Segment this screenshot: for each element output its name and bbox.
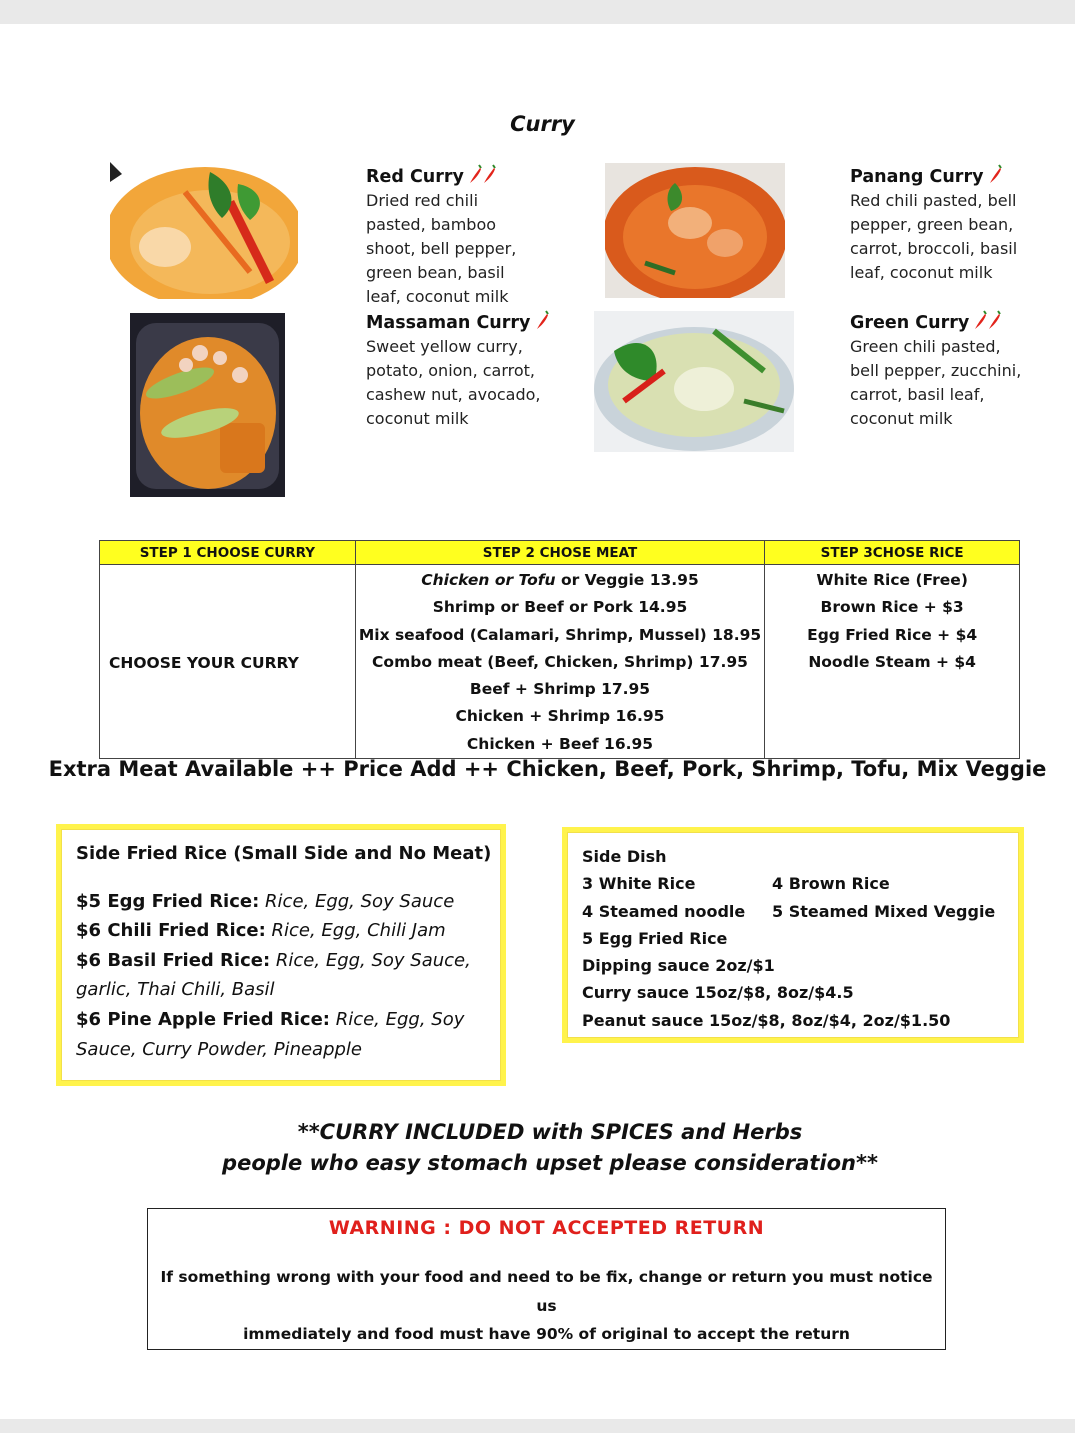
chili-pepper-icon (989, 164, 1003, 184)
meat-option: Chicken + Beef 16.95 (466, 734, 654, 753)
dish-desc-line: carrot, basil leaf, (850, 385, 985, 404)
step2-header: STEP 2 CHOSE MEAT (355, 541, 765, 565)
dish-massaman-curry (366, 310, 596, 431)
rice-option: White Rice (Free) (816, 571, 968, 589)
side-fried-rice-heading: Side Fried Rice (Small Side and No Meat) (76, 843, 492, 864)
item-label: $6 Chili Fried Rice: (76, 920, 266, 942)
step1-header: STEP 1 CHOOSE CURRY (100, 541, 356, 565)
side-fried-rice-box (56, 824, 506, 1086)
step1-cell: CHOOSE YOUR CURRY (100, 565, 356, 759)
list-item (76, 887, 496, 917)
step3-cell (765, 565, 1020, 759)
chili-pepper-icon (536, 310, 550, 330)
list-item: Curry sauce 15oz/$8, 8oz/$4.5 (582, 983, 854, 1003)
red-curry-photo (110, 162, 298, 299)
steps-table (99, 540, 1020, 759)
dish-desc-line: leaf, coconut milk (850, 263, 993, 282)
meat-option: Beef + Shrimp 17.95 (469, 680, 651, 699)
dish-desc-line: shoot, bell pepper, (366, 239, 517, 258)
dish-desc-line: green bean, basil (366, 263, 505, 282)
dish-name: Panang Curry (850, 167, 984, 187)
list-item (582, 870, 1022, 897)
massaman-curry-photo (130, 313, 285, 497)
dish-desc-line: coconut milk (850, 409, 953, 428)
side-item: 4 Steamed noodle (582, 901, 746, 921)
item-label: $5 Egg Fried Rice: (76, 890, 260, 912)
meat-option: Shrimp or Beef or Pork 14.95 (432, 598, 688, 617)
warning-line: If something wrong with your food and need to be fix, change or return you must notice us (160, 1268, 933, 1315)
warning-title: WARNING : DO NOT ACCEPTED RETURN (328, 1217, 765, 1239)
dish-desc-line: pepper, green bean, (850, 215, 1014, 234)
side-dish-heading: Side Dish (582, 847, 667, 866)
item-desc: Rice, Egg, Chili Jam (265, 920, 446, 942)
dish-name: Green Curry (850, 313, 970, 333)
item-label: $6 Basil Fried Rice: (76, 949, 271, 971)
rice-option: Noodle Steam + $4 (808, 652, 976, 671)
list-item: Peanut sauce 15oz/$8, 8oz/$4, 2oz/$1.50 (582, 1010, 951, 1030)
top-bar (0, 0, 1075, 24)
bottom-bar (0, 1419, 1075, 1433)
warning-box (147, 1208, 946, 1350)
dish-desc-line: bell pepper, zucchini, (850, 361, 1022, 380)
extra-meat-note: Extra Meat Available ++ Price Add ++ Chicken, Beef, Pork, Shrimp, Tofu, Mix Veggie (48, 757, 1047, 781)
meat-option-italic: Chicken or Tofu (421, 571, 556, 589)
item-desc: Rice, Egg, Soy Sauce, garlic, Thai Chili, Basil (76, 949, 471, 1001)
table-row (100, 565, 1020, 759)
item-label: $6 Pine Apple Fried Rice: (76, 1008, 330, 1030)
green-curry-photo (594, 311, 794, 452)
dish-red-curry (366, 164, 596, 309)
rice-option: Egg Fried Rice + $4 (807, 625, 978, 644)
side-item: 3 White Rice (582, 874, 696, 894)
list-item (76, 916, 496, 946)
side-dish-content (582, 843, 1022, 1034)
dish-desc-line: pasted, bamboo (366, 215, 497, 234)
list-item (582, 898, 1022, 925)
panang-curry-photo (605, 163, 785, 298)
list-item: Dipping sauce 2oz/$1 (582, 956, 775, 976)
dish-desc-line: leaf, coconut milk (366, 287, 509, 306)
table-header-row (100, 541, 1020, 565)
step3-header: STEP 3CHOSE RICE (765, 541, 1020, 565)
page-title: Curry (510, 112, 575, 136)
dish-desc-line: cashew nut, avocado, (366, 385, 541, 404)
side-item: 4 Brown Rice (772, 874, 890, 894)
step2-cell (355, 565, 765, 759)
dish-desc-line: carrot, broccoli, basil (850, 239, 1018, 258)
list-item: 5 Egg Fried Rice (582, 928, 728, 948)
rice-option: Brown Rice + $3 (820, 598, 964, 617)
meat-option: Combo meat (Beef, Chicken, Shrimp) 17.95 (372, 652, 748, 671)
chili-pepper-icon (469, 164, 483, 184)
notice-line: **CURRY INCLUDED with SPICES and Herbs (297, 1120, 803, 1144)
side-item: 5 Steamed Mixed Veggie (772, 901, 996, 921)
dish-desc-line: potato, onion, carrot, (366, 361, 536, 380)
dish-desc-line: Red chili pasted, bell (850, 191, 1017, 210)
warning-text (148, 1263, 945, 1349)
side-dish-box (562, 827, 1024, 1043)
notice-line: people who easy stomach upset please consideration** (222, 1151, 878, 1175)
list-item (76, 1005, 496, 1064)
meat-option-rest: or Veggie 13.95 (555, 571, 699, 589)
meat-option: Mix seafood (Calamari, Shrimp, Mussel) 18.95 (358, 625, 762, 644)
item-desc: Rice, Egg, Soy Sauce (259, 890, 455, 912)
dish-name: Massaman Curry (366, 313, 531, 333)
chili-pepper-icon (974, 310, 988, 330)
dish-desc-line: coconut milk (366, 409, 469, 428)
chili-pepper-icon (483, 164, 497, 184)
dish-desc-line: Dried red chili (366, 191, 479, 210)
dish-panang-curry (850, 164, 1060, 285)
meat-option (356, 567, 765, 594)
chili-pepper-icon (988, 310, 1002, 330)
dish-desc-line: Green chili pasted, (850, 337, 1001, 356)
dish-name: Red Curry (366, 167, 464, 187)
dish-green-curry (850, 310, 1060, 431)
dish-desc-line: Sweet yellow curry, (366, 337, 523, 356)
item-desc: Rice, Egg, Soy Sauce, Curry Powder, Pineapple (76, 1008, 465, 1060)
spice-notice (0, 1117, 1075, 1179)
warning-line: immediately and food must have 90% of original to accept the return (243, 1325, 850, 1344)
meat-option: Chicken + Shrimp 16.95 (455, 707, 665, 726)
side-fried-rice-content (76, 839, 496, 1064)
list-item (76, 946, 496, 1005)
